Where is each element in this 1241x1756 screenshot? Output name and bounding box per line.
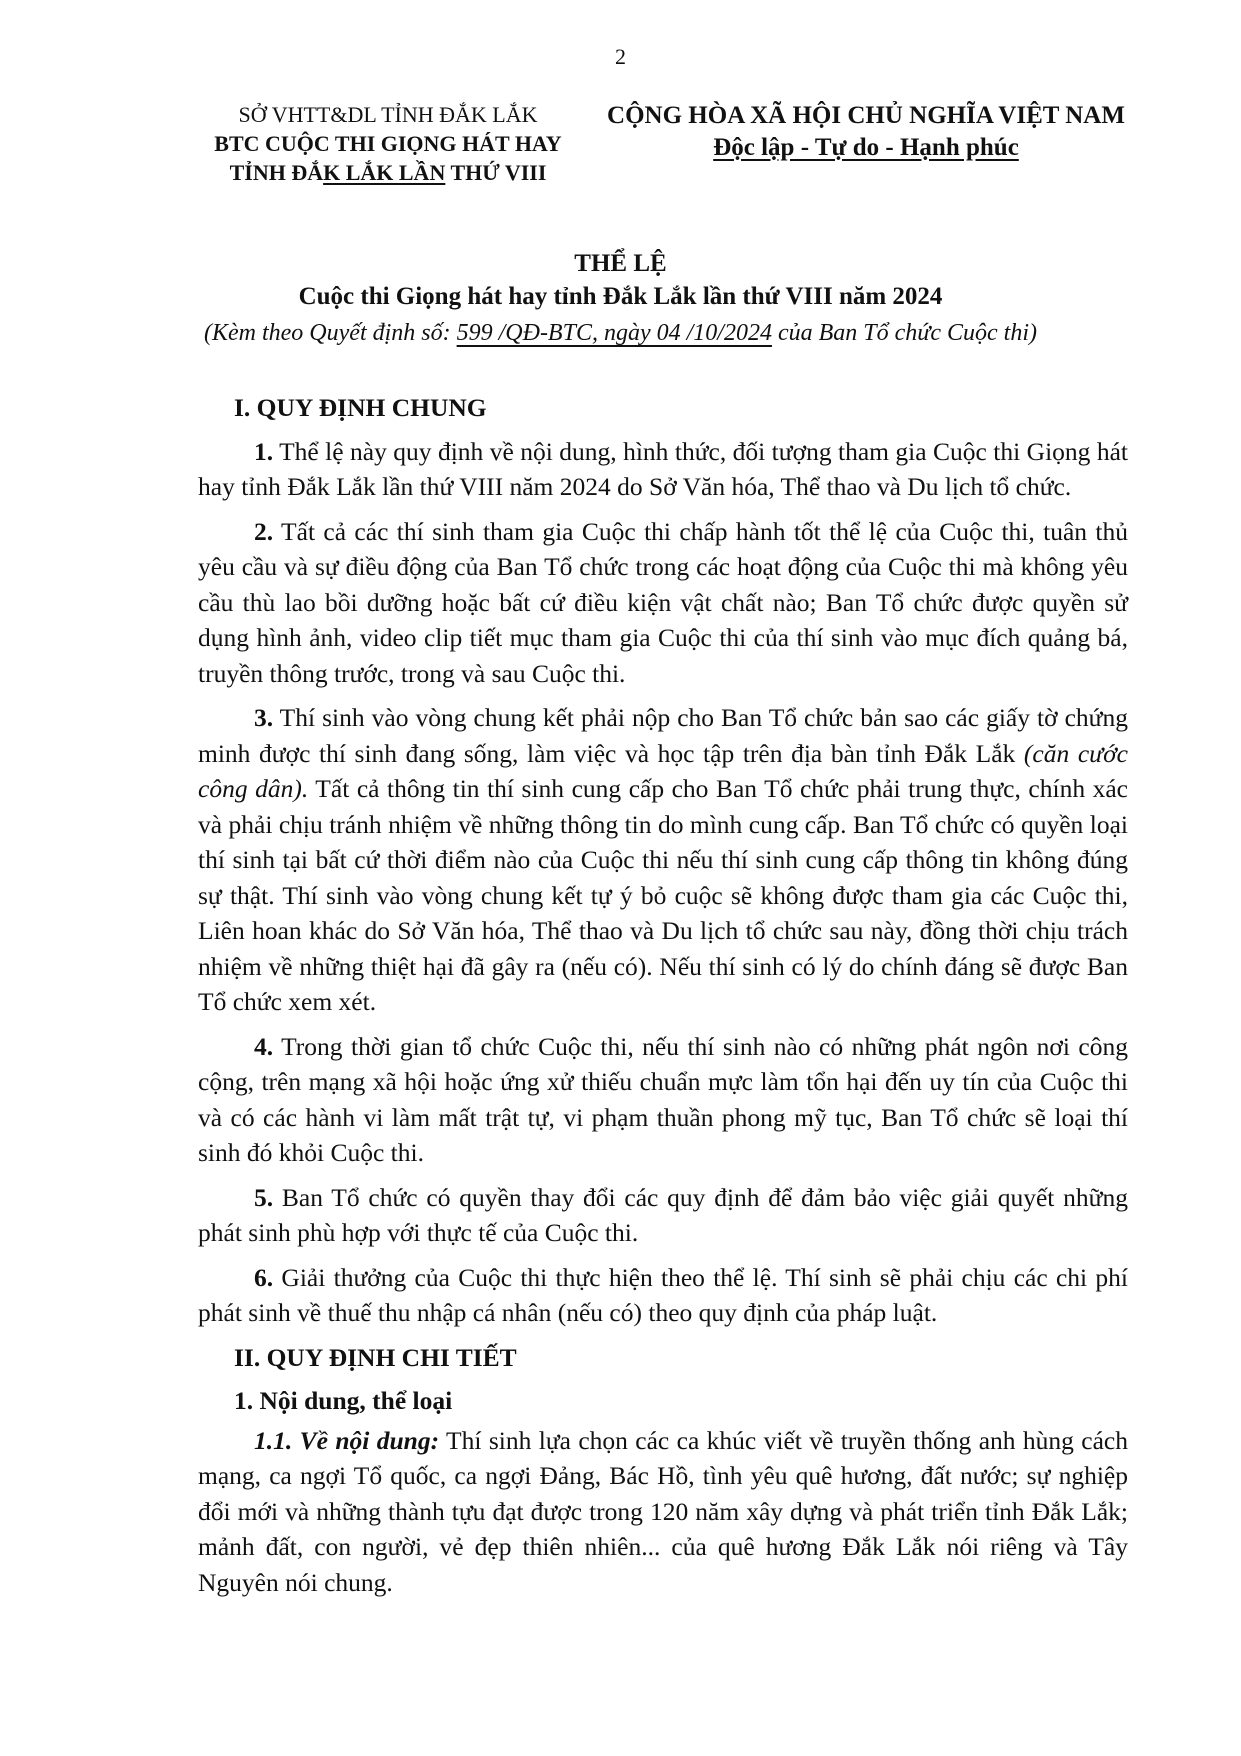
paragraph-text: Ban Tổ chức có quyền thay đổi các quy định để đảm bảo việc giải quyết những phát sinh phù hợp với thực tế của Cuộc thi. [198, 1182, 1128, 1247]
section-heading-general: I. QUY ĐỊNH CHUNG [234, 393, 487, 422]
issuing-agency-block [178, 100, 598, 187]
paragraph-2 [198, 514, 1128, 692]
committee-name-line-1: BTC CUỘC THI GIỌNG HÁT HAY [214, 131, 562, 156]
paragraph-3 [198, 700, 1128, 1020]
paragraph-number: 4. [254, 1031, 274, 1061]
paragraph-content-rule [198, 1423, 1128, 1601]
decision-number-date: 599 /QĐ-BTC, ngày 04 /10/2024 [456, 320, 772, 346]
committee-name-part-c: THỨ VIII [445, 160, 547, 185]
document-title-block [0, 248, 1241, 314]
agency-name: SỞ VHTT&DL TỈNH ĐẮK LẮK [238, 102, 538, 127]
paragraph-number: 5. [254, 1182, 274, 1212]
committee-name-line-2 [178, 158, 598, 187]
paragraph-6 [198, 1260, 1128, 1331]
committee-name-part-b: K LẮK LẦN [323, 160, 446, 185]
paragraph-number: 3. [254, 703, 274, 732]
clause-label: 1.1. Về nội dung: [254, 1425, 440, 1455]
attachment-note-prefix: (Kèm theo Quyết định số: [204, 320, 457, 346]
paragraph-number: 6. [254, 1262, 274, 1292]
paragraph-text: Thí sinh vào vòng chung kết phải nộp cho Ban Tổ chức bản sao các giấy tờ chứng minh được thí sinh đang sống, làm việc và học tập trên địa bàn tỉnh Đắk Lắk [198, 703, 1128, 768]
paragraph-1 [198, 434, 1128, 505]
document-body [198, 390, 1128, 1609]
paragraph-number: 1. [254, 436, 274, 466]
attachment-note [0, 316, 1241, 350]
paragraph-number: 2. [254, 516, 274, 546]
document-title: THỂ LỆ [574, 250, 667, 277]
paragraph-4 [198, 1029, 1128, 1171]
paragraph-5 [198, 1180, 1128, 1251]
paragraph-text: Thể lệ này quy định về nội dung, hình thức, đối tượng tham gia Cuộc thi Giọng hát hay tỉnh Đắk Lắk lần thứ VIII năm 2024 do Sở Văn hóa, Thể thao và Du lịch tổ chức. [198, 436, 1128, 501]
paragraph-text: Tất cả các thí sinh tham gia Cuộc thi chấp hành tốt thể lệ của Cuộc thi, tuân thủ yêu cầu và sự điều động của Ban Tổ chức trong các hoạt động của Cuộc thi mà không yêu cầu thù lao bồi dưỡng hoặc bất cứ điều kiện vật chất nào; Ban Tổ chức được quyền sử dụng hình ảnh, video clip tiết mục tham gia Cuộc thi của thí sinh vào mục đích quảng bá, truyền thông trước, trong và sau Cuộc thi. [198, 516, 1128, 688]
page-number: 2 [615, 44, 626, 69]
national-motto: Độc lập - Tự do - Hạnh phúc [713, 134, 1019, 161]
paragraph-text: Giải thưởng của Cuộc thi thực hiện theo thể lệ. Thí sinh sẽ phải chịu các chi phí phát sinh về thuế thu nhập cá nhân (nếu có) theo quy định của pháp luật. [198, 1262, 1128, 1327]
paragraph-italic-text: (căn cước công dân). [198, 738, 1128, 803]
national-title: CỘNG HÒA XÃ HỘI CHỦ NGHĨA VIỆT NAM [607, 102, 1125, 129]
subsection-heading-content: 1. Nội dung, thể loại [234, 1386, 453, 1415]
section-heading-detail: II. QUY ĐỊNH CHI TIẾT [234, 1342, 517, 1372]
national-header-block [596, 100, 1136, 164]
paragraph-text: Thí sinh lựa chọn các ca khúc viết về truyền thống anh hùng cách mạng, ca ngợi Tổ quốc, ca ngợi Đảng, Bác Hồ, tình yêu quê hương, đất nước; sự nghiệp đổi mới và những thành tựu đạt được trong 120 năm xây dựng và phát triển tỉnh Đắk Lắk; mảnh đất, con người, vẻ đẹp thiên nhiên... của quê hương Đắk Lắk nói riêng và Tây Nguyên nói chung. [198, 1425, 1128, 1597]
paragraph-text: Tất cả thông tin thí sinh cung cấp cho Ban Tổ chức phải trung thực, chính xác và phải chịu tránh nhiệm về những thông tin do mình cung cấp. Ban Tổ chức có quyền loại thí sinh tại bất cứ thời điểm nào của Cuộc thi nếu thí sinh cung cấp thông tin không đúng sự thật. Thí sinh vào vòng chung kết tự ý bỏ cuộc sẽ không được tham gia các Cuộc thi, Liên hoan khác do Sở Văn hóa, Thể thao và Du lịch tổ chức sau này, đồng thời chịu trách nhiệm về những thiệt hại đã gây ra (nếu có). Nếu thí sinh có lý do chính đáng sẽ được Ban Tổ chức xem xét. [198, 774, 1128, 1016]
attachment-note-suffix: của Ban Tổ chức Cuộc thi) [771, 320, 1037, 346]
paragraph-text: Trong thời gian tổ chức Cuộc thi, nếu thí sinh nào có những phát ngôn nơi công cộng, trên mạng xã hội hoặc ứng xử thiếu chuẩn mực làm tổn hại đến uy tín của Cuộc thi và có các hành vi làm mất trật tự, vi phạm thuần phong mỹ tục, Ban Tổ chức sẽ loại thí sinh đó khỏi Cuộc thi. [198, 1031, 1128, 1167]
committee-name-part-a: TỈNH ĐẮ [229, 160, 324, 185]
document-subtitle: Cuộc thi Giọng hát hay tỉnh Đắk Lắk lần thứ VIII năm 2024 [298, 283, 943, 310]
